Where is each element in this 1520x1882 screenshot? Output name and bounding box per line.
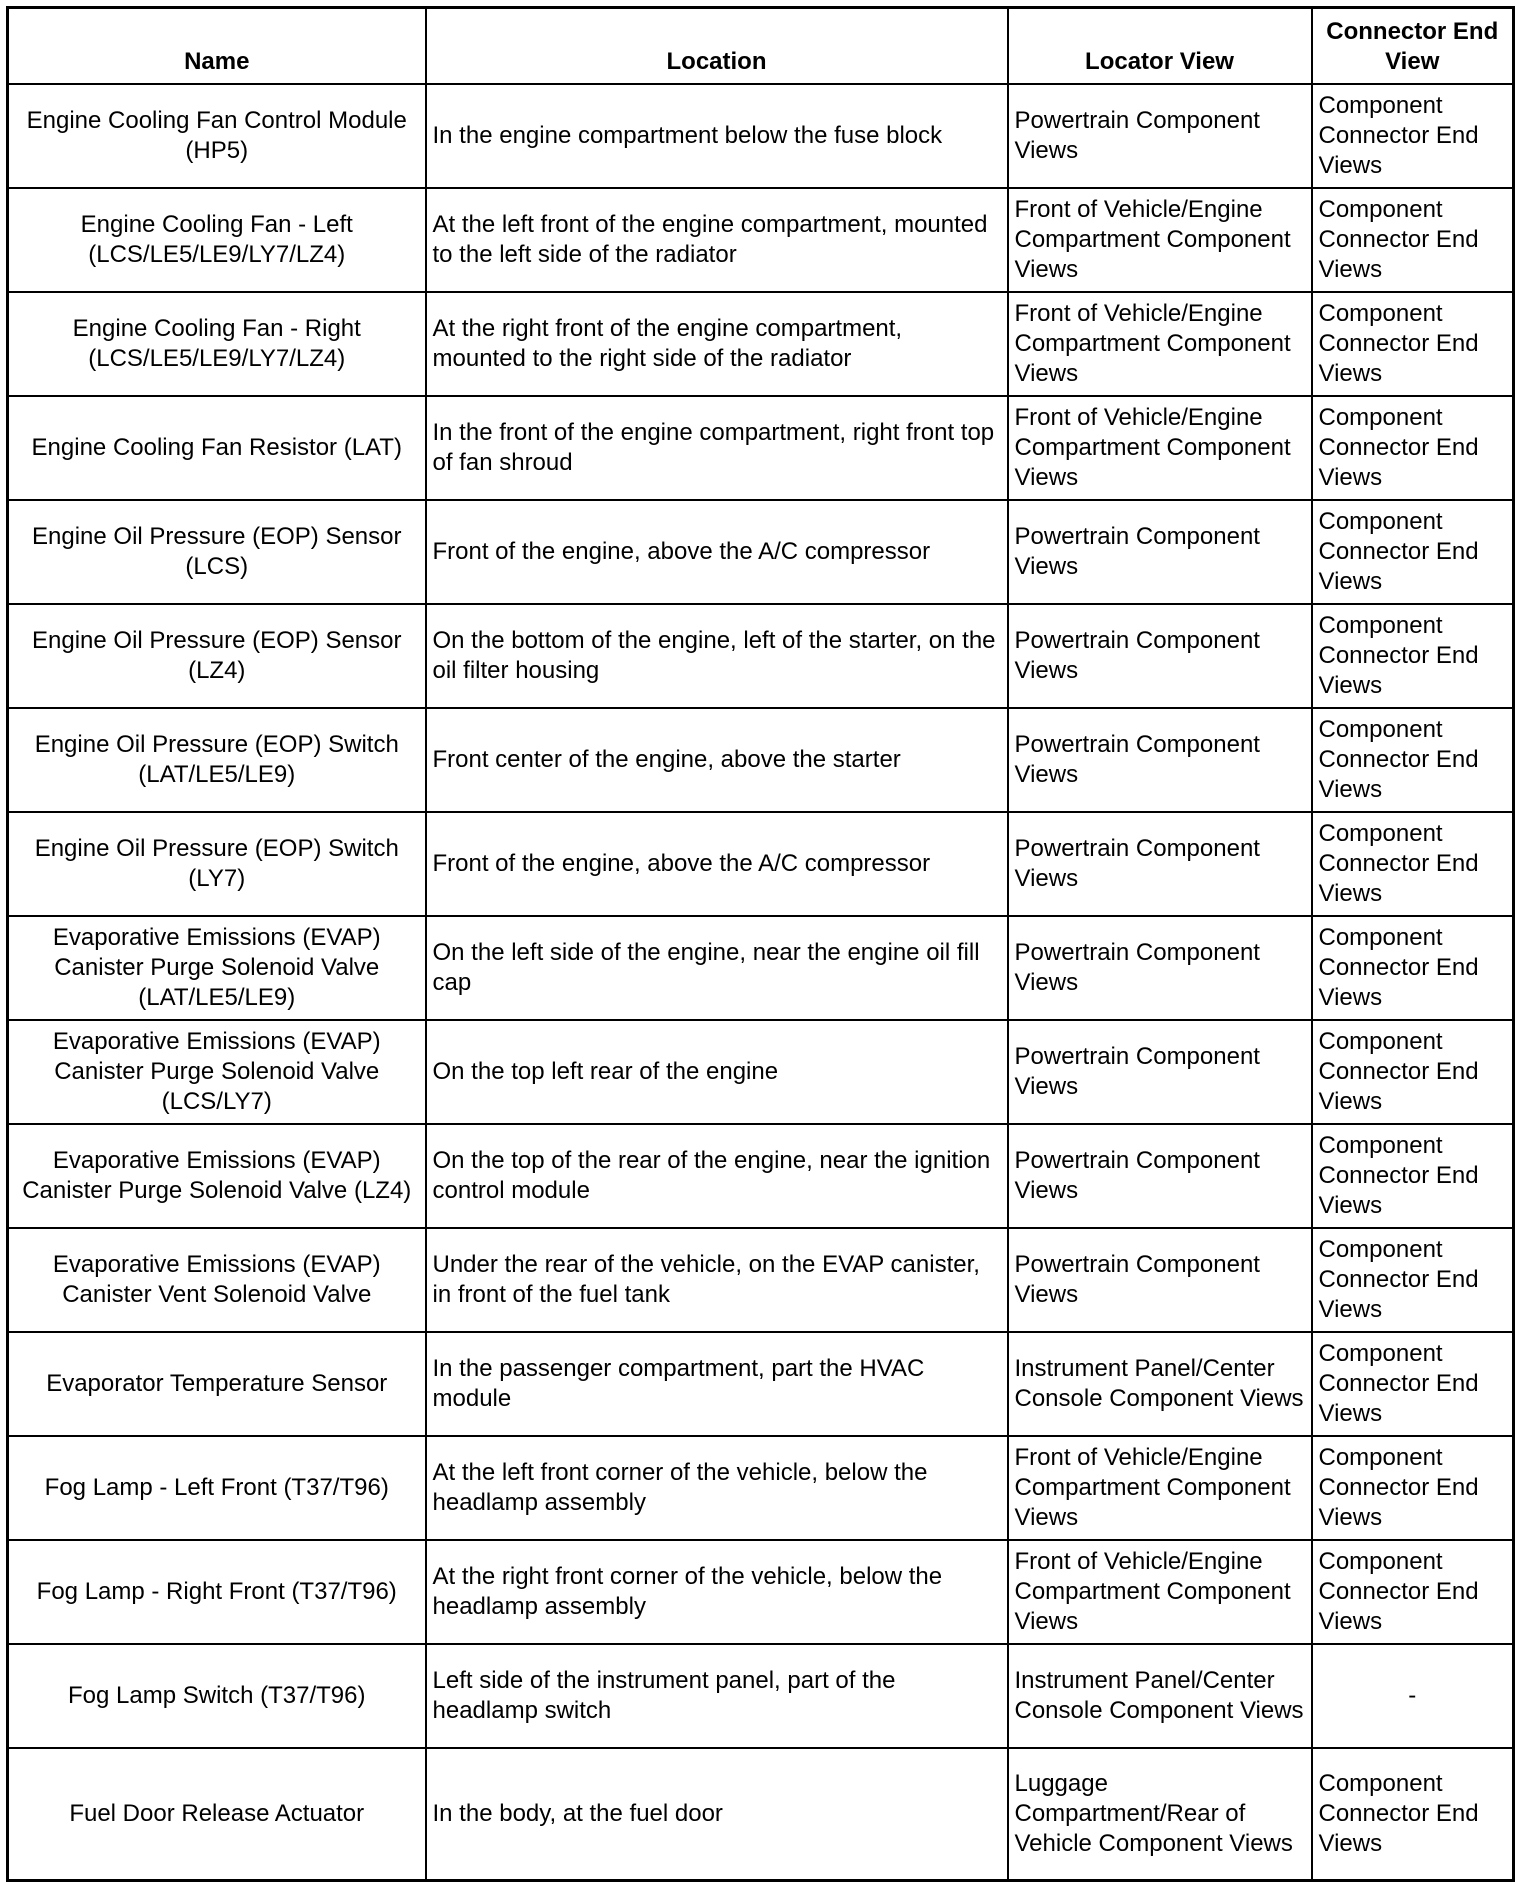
component-name: Evaporative Emissions (EVAP) Canister Purge Solenoid Valve (LCS/LY7) (8, 1020, 426, 1124)
component-locator-view: Instrument Panel/Center Console Component Views (1008, 1644, 1312, 1748)
table-row (8, 1124, 1514, 1228)
component-location: In the passenger compartment, part the HVAC module (426, 1332, 1008, 1436)
component-connector-end-view: Component Connector End Views (1312, 500, 1514, 604)
component-connector-end-view: Component Connector End Views (1312, 812, 1514, 916)
component-locator-view: Luggage Compartment/Rear of Vehicle Component Views (1008, 1748, 1312, 1881)
table-row (8, 708, 1514, 812)
component-name: Engine Oil Pressure (EOP) Switch (LAT/LE5/LE9) (8, 708, 426, 812)
component-connector-end-view: Component Connector End Views (1312, 292, 1514, 396)
table-row (8, 1748, 1514, 1881)
component-connector-end-view: Component Connector End Views (1312, 84, 1514, 188)
component-name: Engine Cooling Fan Resistor (LAT) (8, 396, 426, 500)
component-name: Fog Lamp - Right Front (T37/T96) (8, 1540, 426, 1644)
component-locator-view: Powertrain Component Views (1008, 500, 1312, 604)
component-locator-view: Powertrain Component Views (1008, 604, 1312, 708)
component-location: In the engine compartment below the fuse block (426, 84, 1008, 188)
component-location: At the right front of the engine compartment, mounted to the right side of the radiator (426, 292, 1008, 396)
table-row (8, 1020, 1514, 1124)
component-locator-view: Powertrain Component Views (1008, 916, 1312, 1020)
header-locator-view: Locator View (1008, 8, 1312, 85)
component-connector-end-view: Component Connector End Views (1312, 1228, 1514, 1332)
component-locator-table (6, 6, 1515, 1882)
component-connector-end-view: Component Connector End Views (1312, 1436, 1514, 1540)
component-location: Front center of the engine, above the starter (426, 708, 1008, 812)
component-name: Engine Oil Pressure (EOP) Sensor (LCS) (8, 500, 426, 604)
component-name: Evaporative Emissions (EVAP) Canister Purge Solenoid Valve (LAT/LE5/LE9) (8, 916, 426, 1020)
component-name: Engine Oil Pressure (EOP) Switch (LY7) (8, 812, 426, 916)
component-locator-sheet (6, 6, 1512, 1882)
component-locator-view: Powertrain Component Views (1008, 708, 1312, 812)
component-location: At the left front corner of the vehicle, below the headlamp assembly (426, 1436, 1008, 1540)
component-connector-end-view: Component Connector End Views (1312, 1124, 1514, 1228)
component-name: Engine Oil Pressure (EOP) Sensor (LZ4) (8, 604, 426, 708)
table-row (8, 84, 1514, 188)
component-locator-view: Front of Vehicle/Engine Compartment Component Views (1008, 292, 1312, 396)
component-location: On the bottom of the engine, left of the starter, on the oil filter housing (426, 604, 1008, 708)
component-locator-view: Powertrain Component Views (1008, 812, 1312, 916)
table-row (8, 396, 1514, 500)
component-connector-end-view: Component Connector End Views (1312, 1748, 1514, 1881)
component-connector-end-view: - (1312, 1644, 1514, 1748)
component-location: On the top left rear of the engine (426, 1020, 1008, 1124)
component-location: At the left front of the engine compartment, mounted to the left side of the radiator (426, 188, 1008, 292)
component-locator-view: Front of Vehicle/Engine Compartment Component Views (1008, 1436, 1312, 1540)
component-name: Engine Cooling Fan - Right (LCS/LE5/LE9/LY7/LZ4) (8, 292, 426, 396)
table-row (8, 604, 1514, 708)
component-name: Evaporator Temperature Sensor (8, 1332, 426, 1436)
component-connector-end-view: Component Connector End Views (1312, 1540, 1514, 1644)
component-name: Engine Cooling Fan - Left (LCS/LE5/LE9/LY7/LZ4) (8, 188, 426, 292)
component-location: In the front of the engine compartment, right front top of fan shroud (426, 396, 1008, 500)
header-name: Name (8, 8, 426, 85)
table-row (8, 1436, 1514, 1540)
table-row (8, 916, 1514, 1020)
component-name: Fuel Door Release Actuator (8, 1748, 426, 1881)
component-connector-end-view: Component Connector End Views (1312, 604, 1514, 708)
table-row (8, 1644, 1514, 1748)
component-locator-view: Powertrain Component Views (1008, 1228, 1312, 1332)
header-location: Location (426, 8, 1008, 85)
component-locator-view: Front of Vehicle/Engine Compartment Component Views (1008, 188, 1312, 292)
header-row (8, 8, 1514, 85)
header-connector-end-view: Connector End View (1312, 8, 1514, 85)
component-connector-end-view: Component Connector End Views (1312, 1020, 1514, 1124)
component-locator-view: Instrument Panel/Center Console Component Views (1008, 1332, 1312, 1436)
component-location: Front of the engine, above the A/C compressor (426, 500, 1008, 604)
table-row (8, 500, 1514, 604)
component-name: Engine Cooling Fan Control Module (HP5) (8, 84, 426, 188)
component-locator-view: Front of Vehicle/Engine Compartment Component Views (1008, 396, 1312, 500)
table-row (8, 812, 1514, 916)
component-connector-end-view: Component Connector End Views (1312, 708, 1514, 812)
component-connector-end-view: Component Connector End Views (1312, 916, 1514, 1020)
component-connector-end-view: Component Connector End Views (1312, 188, 1514, 292)
component-name: Fog Lamp Switch (T37/T96) (8, 1644, 426, 1748)
component-location: At the right front corner of the vehicle, below the headlamp assembly (426, 1540, 1008, 1644)
table-row (8, 1332, 1514, 1436)
table-row (8, 292, 1514, 396)
component-locator-view: Front of Vehicle/Engine Compartment Component Views (1008, 1540, 1312, 1644)
component-location: In the body, at the fuel door (426, 1748, 1008, 1881)
component-connector-end-view: Component Connector End Views (1312, 1332, 1514, 1436)
component-location: Front of the engine, above the A/C compressor (426, 812, 1008, 916)
component-location: On the top of the rear of the engine, near the ignition control module (426, 1124, 1008, 1228)
component-connector-end-view: Component Connector End Views (1312, 396, 1514, 500)
component-name: Evaporative Emissions (EVAP) Canister Purge Solenoid Valve (LZ4) (8, 1124, 426, 1228)
component-locator-view: Powertrain Component Views (1008, 1124, 1312, 1228)
table-row (8, 188, 1514, 292)
component-location: On the left side of the engine, near the engine oil fill cap (426, 916, 1008, 1020)
component-location: Left side of the instrument panel, part of the headlamp switch (426, 1644, 1008, 1748)
component-locator-view: Powertrain Component Views (1008, 84, 1312, 188)
component-locator-view: Powertrain Component Views (1008, 1020, 1312, 1124)
table-row (8, 1540, 1514, 1644)
component-name: Fog Lamp - Left Front (T37/T96) (8, 1436, 426, 1540)
component-name: Evaporative Emissions (EVAP) Canister Vent Solenoid Valve (8, 1228, 426, 1332)
component-location: Under the rear of the vehicle, on the EVAP canister, in front of the fuel tank (426, 1228, 1008, 1332)
table-row (8, 1228, 1514, 1332)
